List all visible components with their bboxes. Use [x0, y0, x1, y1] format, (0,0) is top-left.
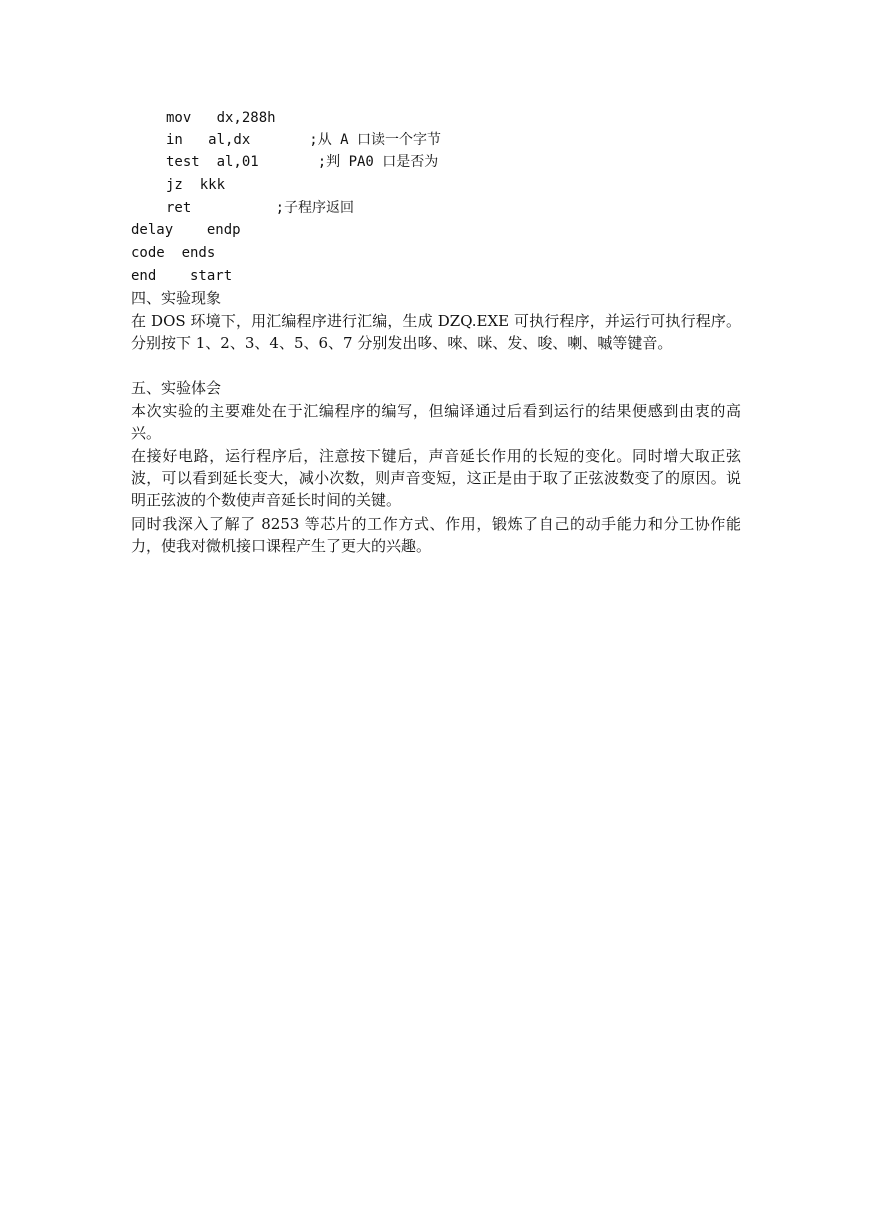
paragraph-reflection-1: 本次实验的主要难处在于汇编程序的编写，但编译通过后看到运行的结果便感到由衷的高兴。 [131, 402, 741, 442]
code-line-code-ends: code ends [131, 245, 216, 261]
code-line-in: in al,dx ;从 A 口读一个字节 [166, 132, 442, 148]
code-line-test: test al,01 ;判 PA0 口是否为 [166, 154, 439, 170]
code-line-jz: jz kkk [166, 177, 226, 193]
paragraph-phenomenon: 在 DOS 环境下，用汇编程序进行汇编，生成 DZQ.EXE 可执行程序，并运行可执行程序。分别按下 1、2、3、4、5、6、7 分别发出哆、唻、咪、发、唆、喇、嘁等键音。 [131, 312, 741, 352]
section-heading-reflection: 五、实验体会 [131, 379, 222, 397]
paragraph-reflection-3: 同时我深入了解了 8253 等芯片的工作方式、作用，锻炼了自己的动手能力和分工协作能力，使我对微机接口课程产生了更大的兴趣。 [131, 515, 741, 555]
paragraph-reflection-2: 在接好电路，运行程序后，注意按下键后，声音延长作用的长短的变化。同时增大取正弦波，可以看到延长变大，减小次数，则声音变短，这正是由于取了正弦波数变了的原因。说明正弦波的个数使声音延长时间的关键。 [131, 447, 741, 509]
code-line-ret: ret ;子程序返回 [166, 200, 355, 216]
code-line-end-start: end start [131, 268, 233, 284]
code-line-delay-endp: delay endp [131, 222, 241, 238]
section-heading-phenomenon: 四、实验现象 [131, 289, 222, 307]
code-line-mov: mov dx,288h [166, 110, 276, 126]
